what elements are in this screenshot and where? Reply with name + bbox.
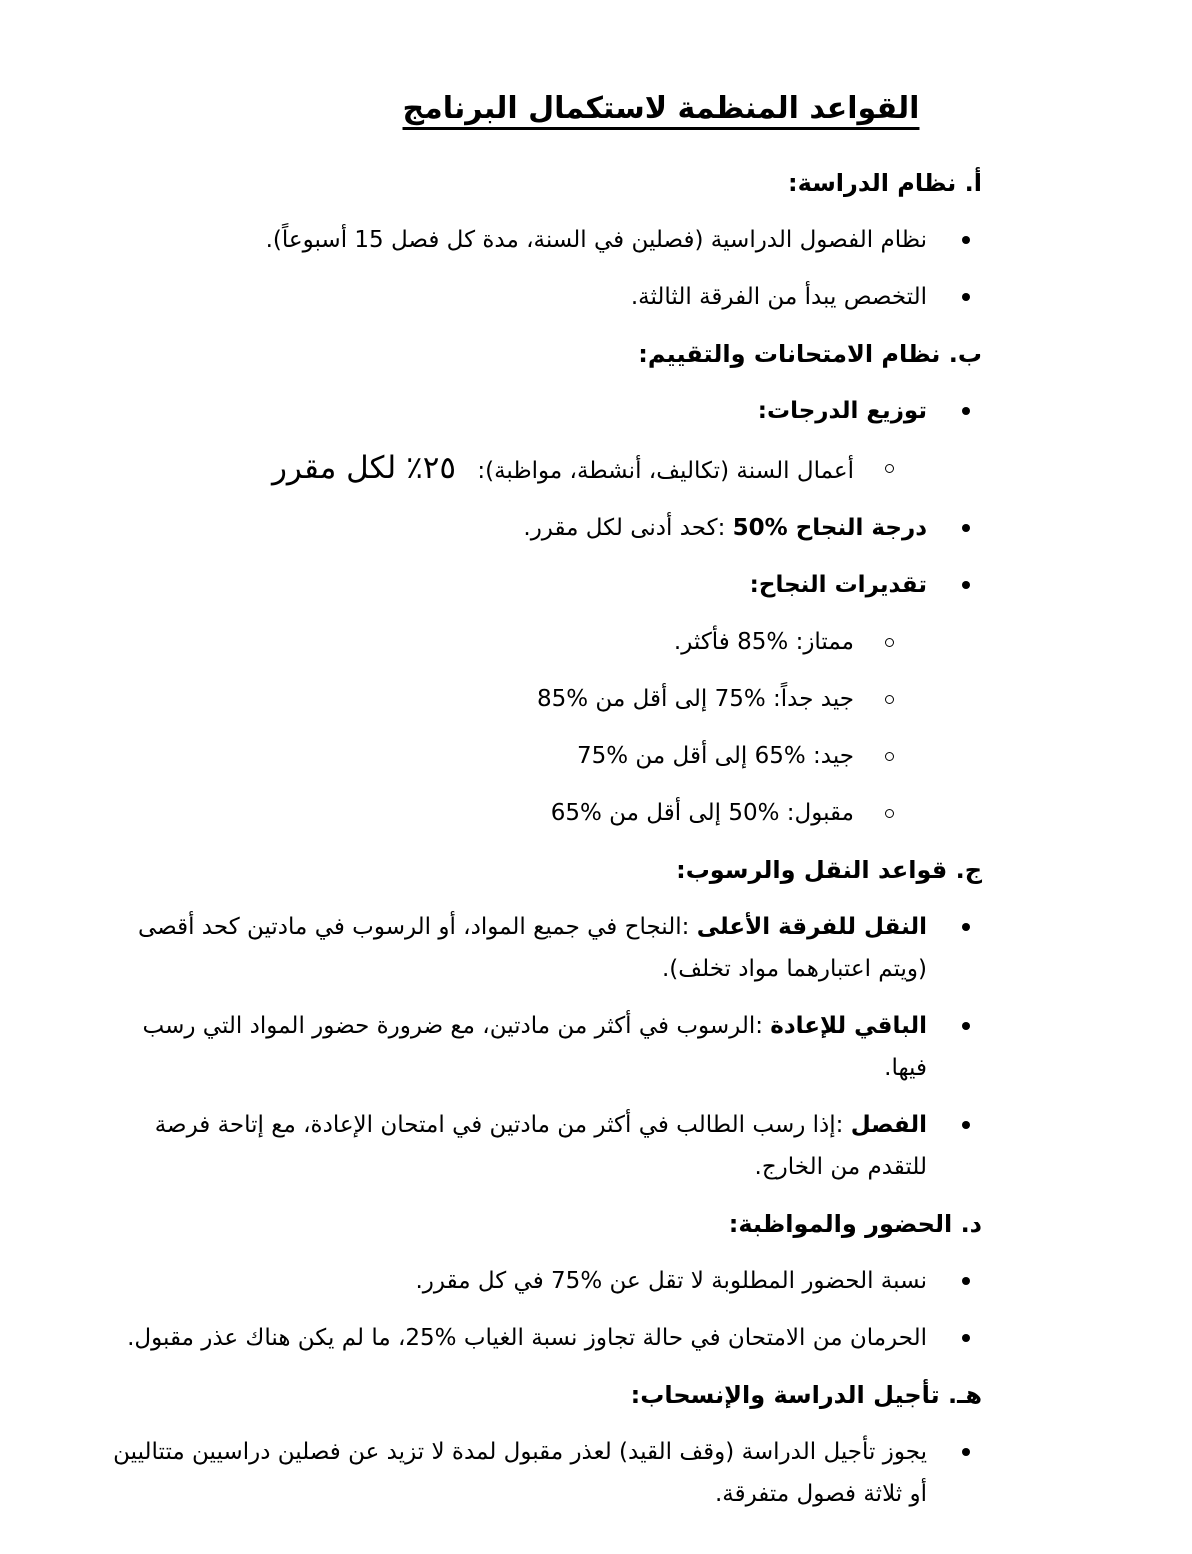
list-item — [108, 1005, 982, 1089]
page-title: القواعد المنظمة لاستكمال البرنامج — [402, 91, 920, 126]
list-item — [108, 564, 982, 606]
list-item-text: التخصص يبدأ من الفرقة الثالثة. — [630, 284, 927, 310]
list-item-text: :إذا رسب الطالب في أكثر من مادتين في امتحان الإعادة، مع إتاحة فرصة للتقدم من الخارج. — [154, 1112, 927, 1180]
circle-bullet-icon — [885, 638, 894, 647]
list-item — [108, 621, 982, 663]
list-item-text: نسبة الحضور المطلوبة لا تقل عن %75 في كل مقرر. — [415, 1268, 927, 1294]
bullet-dot-icon — [962, 923, 970, 931]
list-item-lead: درجة النجاح %50 — [732, 515, 927, 541]
list-item — [108, 447, 982, 492]
list-item-lead: النقل للفرقة الأعلى — [696, 914, 927, 940]
section-heading-attendance: د. الحضور والمواظبة: — [728, 1210, 982, 1238]
bullet-dot-icon — [962, 293, 970, 301]
bullet-dot-icon — [962, 1121, 970, 1129]
bullet-dot-icon — [962, 1277, 970, 1285]
list-item-lead: الفصل — [850, 1112, 927, 1138]
list-item — [108, 1104, 982, 1188]
list-item — [108, 735, 982, 777]
list-item-text: ممتاز: %85 فأكثر. — [673, 629, 854, 655]
list-item — [108, 1431, 982, 1515]
section-heading-exams-evaluation: ب. نظام الامتحانات والتقييم: — [638, 340, 982, 368]
list-item-text: يجوز تأجيل الدراسة (وقف القيد) لعذر مقبول لمدة لا تزيد عن فصلين دراسيين متتاليين أو ثلاثة فصول متفرقة. — [113, 1439, 927, 1507]
list-item-lead: الباقي للإعادة — [770, 1013, 927, 1039]
list-item-text: جيد: %65 إلى أقل من %75 — [576, 743, 854, 769]
list-item — [108, 1260, 982, 1302]
bullet-dot-icon — [962, 1022, 970, 1030]
list-item — [108, 906, 982, 990]
list-item-text: :النجاح في جميع المواد، أو الرسوب في مادتين كحد أقصى (ويتم اعتبارهما مواد تخلف). — [137, 914, 927, 982]
list-item-text: مقبول: %50 إلى أقل من %65 — [550, 800, 854, 826]
bullet-dot-icon — [962, 407, 970, 415]
section-heading-study-system: أ. نظام الدراسة: — [788, 169, 982, 197]
promotion-failure-list — [108, 906, 982, 1188]
exams-evaluation-list — [108, 390, 982, 834]
circle-bullet-icon — [885, 464, 894, 473]
bullet-dot-icon — [962, 236, 970, 244]
list-item — [108, 219, 982, 261]
postponement-withdrawal-list — [108, 1431, 982, 1515]
bullet-dot-icon — [962, 581, 970, 589]
bullet-dot-icon — [962, 1448, 970, 1456]
list-item — [108, 678, 982, 720]
list-item — [108, 1317, 982, 1359]
attendance-list — [108, 1260, 982, 1359]
list-item-text: توزيع الدرجات: — [757, 398, 927, 424]
list-item — [108, 390, 982, 432]
circle-bullet-icon — [885, 809, 894, 818]
list-item — [108, 792, 982, 834]
bullet-dot-icon — [962, 1334, 970, 1342]
bullet-dot-icon — [962, 524, 970, 532]
list-item-text: جيد جداً: %75 إلى أقل من %85 — [536, 686, 854, 712]
title-row — [108, 86, 982, 132]
section-heading-postponement-withdrawal: هـ. تأجيل الدراسة والإنسحاب: — [630, 1381, 982, 1409]
list-item-text: أعمال السنة (تكاليف، أنشطة، مواظبة): — [477, 458, 854, 484]
list-item — [108, 507, 982, 549]
list-item-text: الحرمان من الامتحان في حالة تجاوز نسبة الغياب %25، ما لم يكن هناك عذر مقبول. — [127, 1325, 927, 1351]
list-item-text: نظام الفصول الدراسية (فصلين في السنة، مدة كل فصل 15 أسبوعاً). — [265, 227, 927, 253]
study-system-list — [108, 219, 982, 318]
list-item-text: :الرسوب في أكثر من مادتين، مع ضرورة حضور المواد التي رسب فيها. — [142, 1013, 927, 1081]
list-item — [108, 276, 982, 318]
circle-bullet-icon — [885, 752, 894, 761]
list-item-text: تقديرات النجاح: — [749, 572, 927, 598]
circle-bullet-icon — [885, 695, 894, 704]
grade-percentage-value: ٢٥٪ لكل مقرر — [271, 450, 457, 486]
section-heading-promotion-failure: ج. قواعد النقل والرسوب: — [676, 856, 982, 884]
list-item-text: :كحد أدنى لكل مقرر. — [523, 515, 733, 541]
